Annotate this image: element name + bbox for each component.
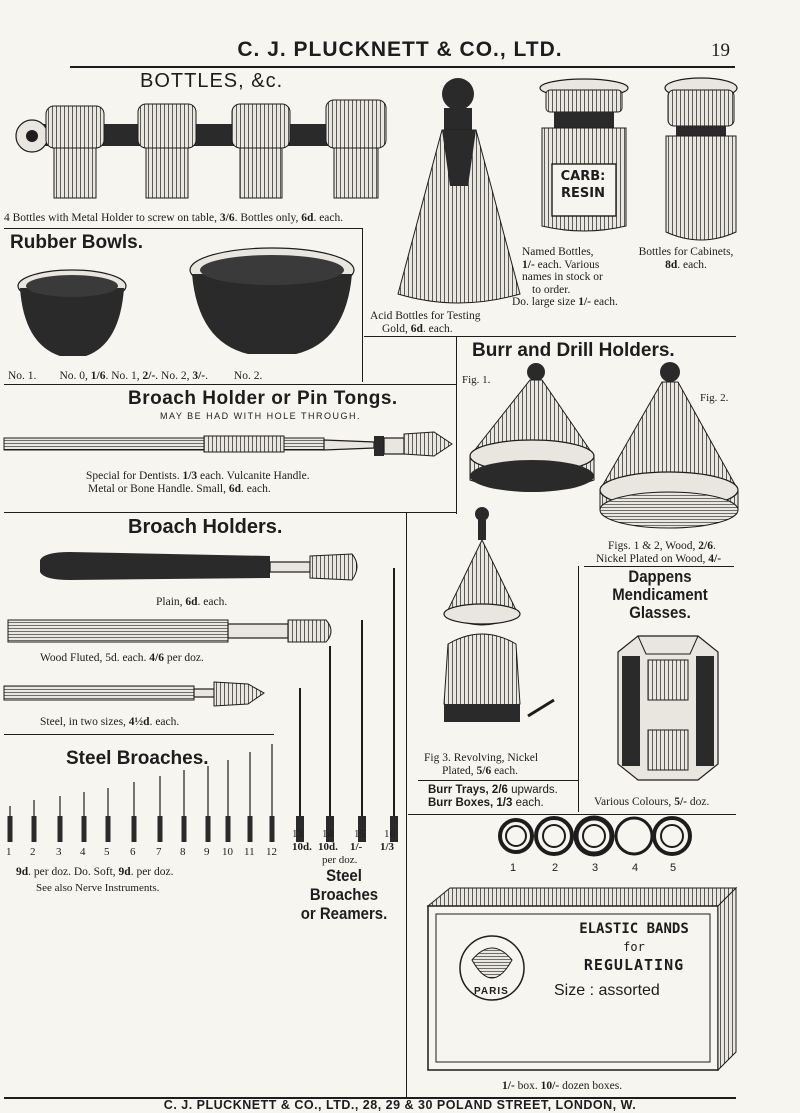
dappens-heading: Dappens Mendicament Glasses. bbox=[612, 567, 708, 622]
broach-number: 16 bbox=[384, 828, 395, 840]
broach-number-row-right bbox=[292, 828, 402, 868]
broach-number: 11 bbox=[244, 846, 255, 858]
rubber-bowls-heading: Rubber Bowls. bbox=[10, 232, 144, 253]
bottles-heading: BOTTLES, &c. bbox=[140, 70, 284, 92]
divider bbox=[4, 228, 362, 229]
burr-trays-boxes-caption: Burr Trays, 2/6 upwards. Burr Boxes, 1/3 each. bbox=[428, 784, 558, 809]
wood-fluted-caption: Wood Fluted, 5d. each. 4/6 per doz. bbox=[40, 652, 204, 664]
broach-number-row-left bbox=[0, 846, 290, 860]
divider bbox=[406, 908, 407, 1098]
steel-broach bbox=[82, 792, 87, 842]
steel-broach bbox=[106, 788, 111, 842]
broach-price: 10d. bbox=[318, 841, 338, 853]
pin-tongs-subheading: MAY BE HAD WITH HOLE THROUGH. bbox=[160, 411, 362, 421]
steel-broach bbox=[390, 568, 398, 842]
page-header-title: C. J. PLUCKNETT & CO., LTD. bbox=[237, 38, 563, 61]
divider bbox=[4, 512, 456, 513]
named-bottles-caption: Named Bottles, 1/- each. Various names in stock or to order. bbox=[522, 246, 603, 296]
steel-broach bbox=[326, 646, 334, 842]
steel-broaches-heading: Steel Broaches. bbox=[66, 748, 209, 769]
named-bottle-illustration bbox=[528, 76, 640, 236]
burr-holder-fig1-illustration bbox=[462, 360, 598, 500]
bottle bbox=[138, 104, 196, 198]
steel-broach bbox=[358, 620, 366, 842]
bottle-label: CARB: RESIN bbox=[560, 169, 606, 201]
cabinet-bottle-illustration bbox=[660, 76, 742, 246]
divider bbox=[364, 336, 736, 337]
broach-number: 5 bbox=[104, 846, 110, 858]
elastic-bands-label: ELASTIC BANDS for REGULATING bbox=[579, 921, 689, 974]
acid-bottles-caption: Acid Bottles for Testing Gold, 6d. each. bbox=[370, 310, 481, 335]
bottle-holder-caption: 4 Bottles with Metal Holder to screw on table, 3/6. Bottles only, 6d. each. bbox=[4, 212, 344, 224]
cabinet-bottles-caption: Bottles for Cabinets, 8d. each. bbox=[638, 246, 734, 271]
broach-number: 1 bbox=[6, 846, 12, 858]
broach-number: 12 bbox=[266, 846, 277, 858]
divider bbox=[578, 566, 579, 812]
burr-fig12-caption: Figs. 1 & 2, Wood, 2/6. Nickel Plated on Wood, 4/- bbox=[596, 540, 722, 565]
divider bbox=[418, 780, 578, 781]
broach-price: 10d. bbox=[292, 841, 312, 853]
fig-2-label: Fig. 2. bbox=[700, 392, 729, 404]
steel-broach bbox=[248, 752, 253, 842]
acid-bottle-illustration bbox=[396, 76, 528, 312]
steel-broach bbox=[270, 744, 275, 842]
steel-broach bbox=[132, 782, 137, 842]
bottle bbox=[326, 100, 386, 198]
band-number: 4 bbox=[632, 862, 639, 874]
rubber-bowls-illustration bbox=[16, 236, 376, 366]
elastic-band-numbers bbox=[500, 862, 700, 876]
band-number: 5 bbox=[670, 862, 677, 874]
steel-broaches-price: 9d. per doz. Do. Soft, 9d. per doz. bbox=[16, 866, 174, 878]
broach-number: 13 bbox=[292, 828, 303, 840]
broach-number: 10 bbox=[222, 846, 233, 858]
plain-broach-caption: Plain, 6d. each. bbox=[156, 596, 228, 608]
pin-tongs-caption: Special for Dentists. 1/3 each. Vulcanite Handle. Metal or Bone Handle. Small, 6d. each. bbox=[86, 470, 310, 495]
broach-number: 8 bbox=[180, 846, 186, 858]
broach-price: 1/3 bbox=[380, 841, 395, 853]
burr-drill-heading: Burr and Drill Holders. bbox=[472, 340, 675, 361]
header-rule bbox=[70, 66, 735, 68]
band-number: 1 bbox=[510, 862, 517, 874]
named-bottles-large-caption: Do. large size 1/- each. bbox=[512, 296, 618, 308]
broach-holders-heading: Broach Holders. bbox=[128, 516, 283, 538]
fig-1-label: Fig. 1. bbox=[462, 374, 491, 386]
bottle-holder-illustration bbox=[4, 96, 396, 202]
rubber-bowls-caption: No. 1. No. 0, 1/6. No. 1, 2/-. No. 2, 3/-. No. 2. bbox=[8, 370, 263, 382]
steel-broach bbox=[226, 760, 231, 842]
dappens-caption: Various Colours, 5/- doz. bbox=[594, 796, 710, 808]
elastic-bands-price: 1/- box. 10/- dozen boxes. bbox=[502, 1080, 623, 1092]
band-number: 2 bbox=[552, 862, 559, 874]
broach-number: 4 bbox=[80, 846, 86, 858]
steel-broach bbox=[32, 800, 37, 842]
band-number: 3 bbox=[592, 862, 599, 874]
per-doz-label: per doz. bbox=[322, 854, 358, 866]
burr-holder-fig2-illustration bbox=[598, 360, 740, 538]
bottle bbox=[46, 106, 104, 198]
elastic-band-rings-illustration bbox=[496, 814, 696, 864]
divider bbox=[362, 228, 363, 382]
broach-number: 14 bbox=[322, 828, 333, 840]
broach-number: 7 bbox=[156, 846, 162, 858]
broach-price: 1/- bbox=[350, 841, 363, 853]
burr-fig3-caption: Fig 3. Revolving, Nickel Plated, 5/6 each. bbox=[424, 752, 539, 777]
dappens-glass-illustration bbox=[608, 630, 728, 788]
burr-holder-fig3-illustration bbox=[424, 504, 564, 732]
steel-broach-caption: Steel, in two sizes, 4½d. each. bbox=[40, 716, 180, 728]
broach-number: 3 bbox=[56, 846, 62, 858]
pin-tongs-heading: Broach Holder or Pin Tongs. bbox=[128, 388, 398, 409]
paris-mark: PARIS bbox=[474, 986, 509, 997]
steel-broach bbox=[296, 688, 304, 842]
bottle bbox=[232, 104, 290, 198]
page-number: 19 bbox=[711, 40, 730, 61]
steel-broach bbox=[158, 776, 163, 842]
footer-address: C. J. PLUCKNETT & CO., LTD., 28, 29 & 30 POLAND STREET, LONDON, W. bbox=[163, 1098, 637, 1112]
see-also-note: See also Nerve Instruments. bbox=[36, 882, 160, 894]
broach-number: 2 bbox=[30, 846, 36, 858]
elastic-bands-size: Size : assorted bbox=[554, 982, 660, 999]
broach-number: 15 bbox=[354, 828, 365, 840]
divider bbox=[406, 512, 407, 908]
divider bbox=[456, 336, 457, 514]
steel-broach bbox=[206, 766, 211, 842]
steel-broaches-reamers-title: Steel Broaches or Reamers. bbox=[300, 866, 388, 923]
steel-broach bbox=[8, 806, 13, 842]
steel-broach bbox=[58, 796, 63, 842]
divider bbox=[4, 384, 456, 385]
steel-broach bbox=[182, 770, 187, 842]
broach-number: 9 bbox=[204, 846, 210, 858]
steel-broaches-illustration bbox=[0, 560, 410, 850]
broach-number: 6 bbox=[130, 846, 136, 858]
pin-tongs-illustration bbox=[4, 428, 458, 468]
